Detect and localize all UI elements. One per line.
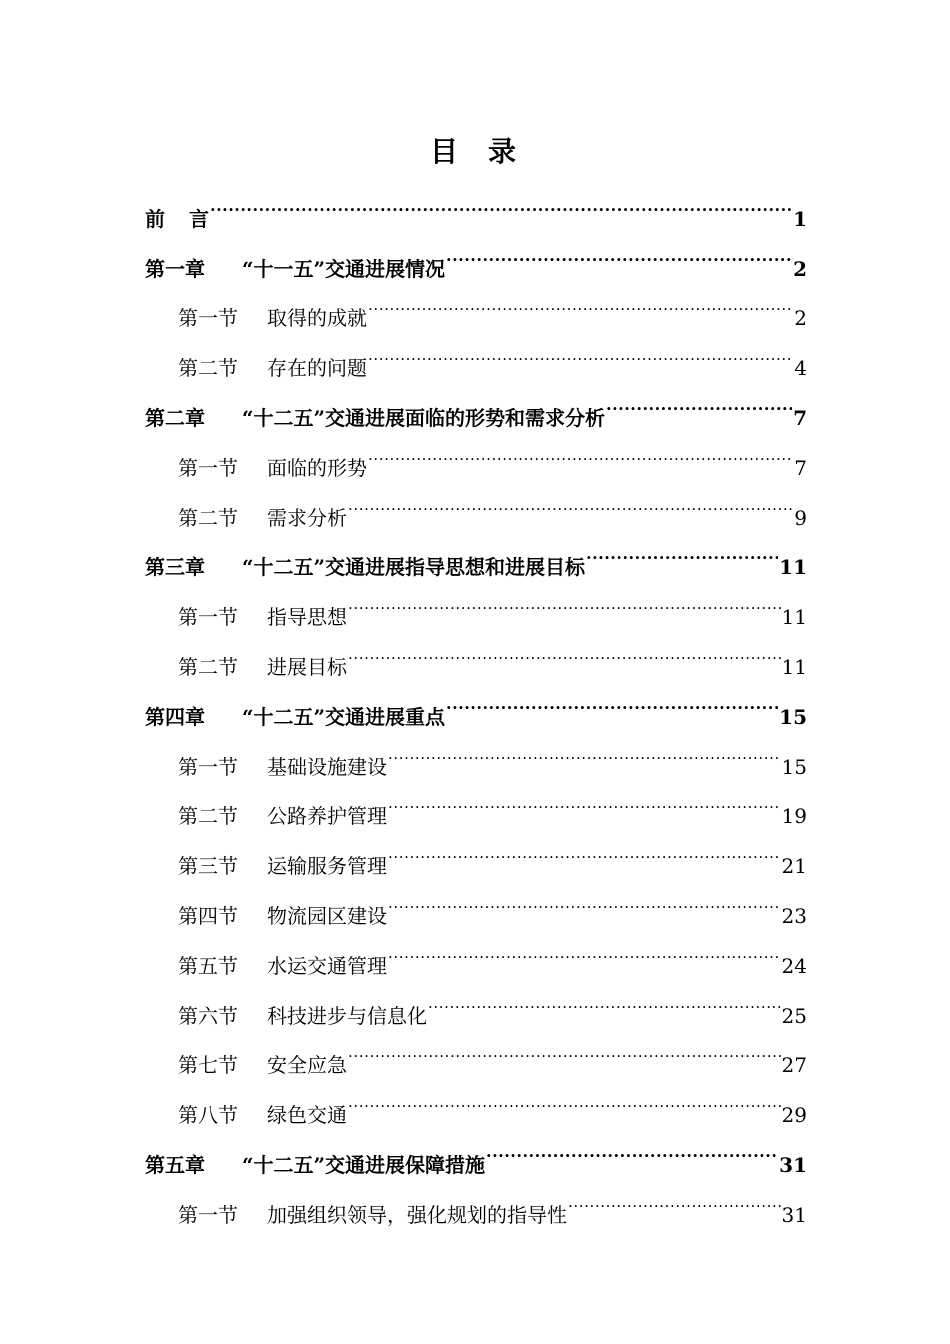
toc-entry-title: 水运交通管理	[267, 953, 387, 978]
toc-title	[0, 130, 950, 174]
toc-entry-page: 9	[794, 505, 807, 530]
toc-entry-page: 15	[779, 704, 807, 729]
toc-entry-number: 第四节	[178, 903, 238, 928]
toc-entry-page: 11	[779, 555, 807, 580]
toc-entry-title: 进展目标	[267, 654, 347, 679]
dot-leader	[348, 1072, 781, 1122]
toc-entry-number: 第一节	[178, 754, 238, 779]
dot-leader	[446, 674, 778, 724]
toc-entry-number: 第七节	[178, 1053, 238, 1078]
dot-leader	[428, 973, 781, 1023]
toc-entry-page: 19	[781, 804, 807, 829]
toc-entry-page: 15	[781, 754, 807, 779]
toc-entry-number: 第一节	[178, 306, 238, 331]
toc-entry-number: 第一节	[178, 1202, 238, 1227]
toc-entry-page: 4	[794, 356, 807, 381]
toc-entry-page: 31	[781, 1202, 807, 1227]
dot-leader	[486, 1122, 778, 1172]
toc-entry-page: 1	[793, 206, 807, 231]
toc-entry-title: “十一五”交通进展情况	[242, 256, 446, 281]
dot-leader	[348, 475, 793, 525]
toc-entry-page: 7	[794, 455, 807, 480]
toc-entry-page: 23	[781, 903, 807, 928]
toc-entry-number: 第一节	[178, 455, 238, 480]
toc-entry-page: 24	[781, 953, 807, 978]
toc-entry-page: 29	[781, 1103, 807, 1128]
toc-entry-title: 公路养护管理	[267, 804, 387, 829]
toc-entry-preface[interactable]	[145, 176, 807, 231]
toc-entry-page: 21	[781, 854, 807, 879]
toc-entry-title: 基础设施建设	[267, 754, 387, 779]
toc-title-left: 目	[429, 135, 462, 168]
dot-leader	[388, 823, 781, 873]
toc-entry-title: 取得的成就	[267, 306, 367, 331]
toc-entry-number: 第四章	[145, 704, 205, 729]
toc-entry-title: “十二五”交通进展重点	[242, 704, 446, 729]
dot-leader	[606, 375, 792, 425]
dot-leader	[568, 1172, 781, 1222]
dot-leader	[586, 525, 778, 575]
toc-entry-page: 11	[781, 654, 807, 679]
toc-entry-number: 第二节	[178, 356, 238, 381]
toc-entry-page: 2	[794, 306, 807, 331]
toc-entry-title: 指导思想	[267, 605, 347, 630]
toc-entry-number: 第五节	[178, 953, 238, 978]
toc-entry-page: 27	[781, 1053, 807, 1078]
dot-leader	[348, 574, 781, 624]
dot-leader	[210, 176, 792, 226]
toc-entry-number: 第六节	[178, 1003, 238, 1028]
toc-entry-chapter[interactable]	[145, 226, 807, 281]
toc-entry-number: 第二章	[145, 405, 205, 430]
toc-entry-number: 第二节	[178, 654, 238, 679]
table-of-contents	[145, 176, 807, 1227]
dot-leader	[368, 425, 793, 475]
toc-entry-number: 第一章	[145, 256, 205, 281]
toc-entry-title: 科技进步与信息化	[267, 1003, 427, 1028]
dot-leader	[388, 873, 781, 923]
toc-entry-number: 第二节	[178, 804, 238, 829]
toc-entry-title: 安全应急	[267, 1053, 347, 1078]
dot-leader	[446, 226, 792, 276]
toc-entry-title: “十二五”交通进展保障措施	[242, 1152, 486, 1177]
toc-entry-number: 第三节	[178, 854, 238, 879]
dot-leader	[388, 774, 781, 824]
dot-leader	[348, 1023, 781, 1073]
dot-leader	[368, 276, 793, 326]
toc-entry-number: 第一节	[178, 605, 238, 630]
toc-entry-title: 绿色交通	[267, 1103, 347, 1128]
toc-entry-page: 2	[793, 256, 807, 281]
toc-entry-title: 面临的形势	[267, 455, 367, 480]
dot-leader	[368, 325, 793, 375]
dot-leader	[388, 923, 781, 973]
toc-entry-number: 第二节	[178, 505, 238, 530]
dot-leader	[388, 724, 781, 774]
toc-entry-page: 11	[781, 605, 807, 630]
toc-entry-number: 第五章	[145, 1152, 205, 1177]
toc-entry-number: 前 言	[145, 206, 209, 231]
toc-entry-page: 25	[781, 1003, 807, 1028]
toc-entry-number: 第三章	[145, 555, 205, 580]
toc-entry-page: 31	[779, 1152, 807, 1177]
toc-entry-title: “十二五”交通进展面临的形势和需求分析	[242, 405, 606, 430]
toc-entry-title: 存在的问题	[267, 356, 367, 381]
toc-entry-page: 7	[793, 405, 807, 430]
toc-title-right: 录	[488, 135, 521, 168]
toc-entry-title: 物流园区建设	[267, 903, 387, 928]
toc-entry-title: “十二五”交通进展指导思想和进展目标	[242, 555, 586, 580]
dot-leader	[348, 624, 781, 674]
toc-entry-number: 第八节	[178, 1103, 238, 1128]
toc-entry-title: 加强组织领导，强化规划的指导性	[267, 1202, 567, 1227]
toc-entry-title: 运输服务管理	[267, 854, 387, 879]
toc-entry-title: 需求分析	[267, 505, 347, 530]
